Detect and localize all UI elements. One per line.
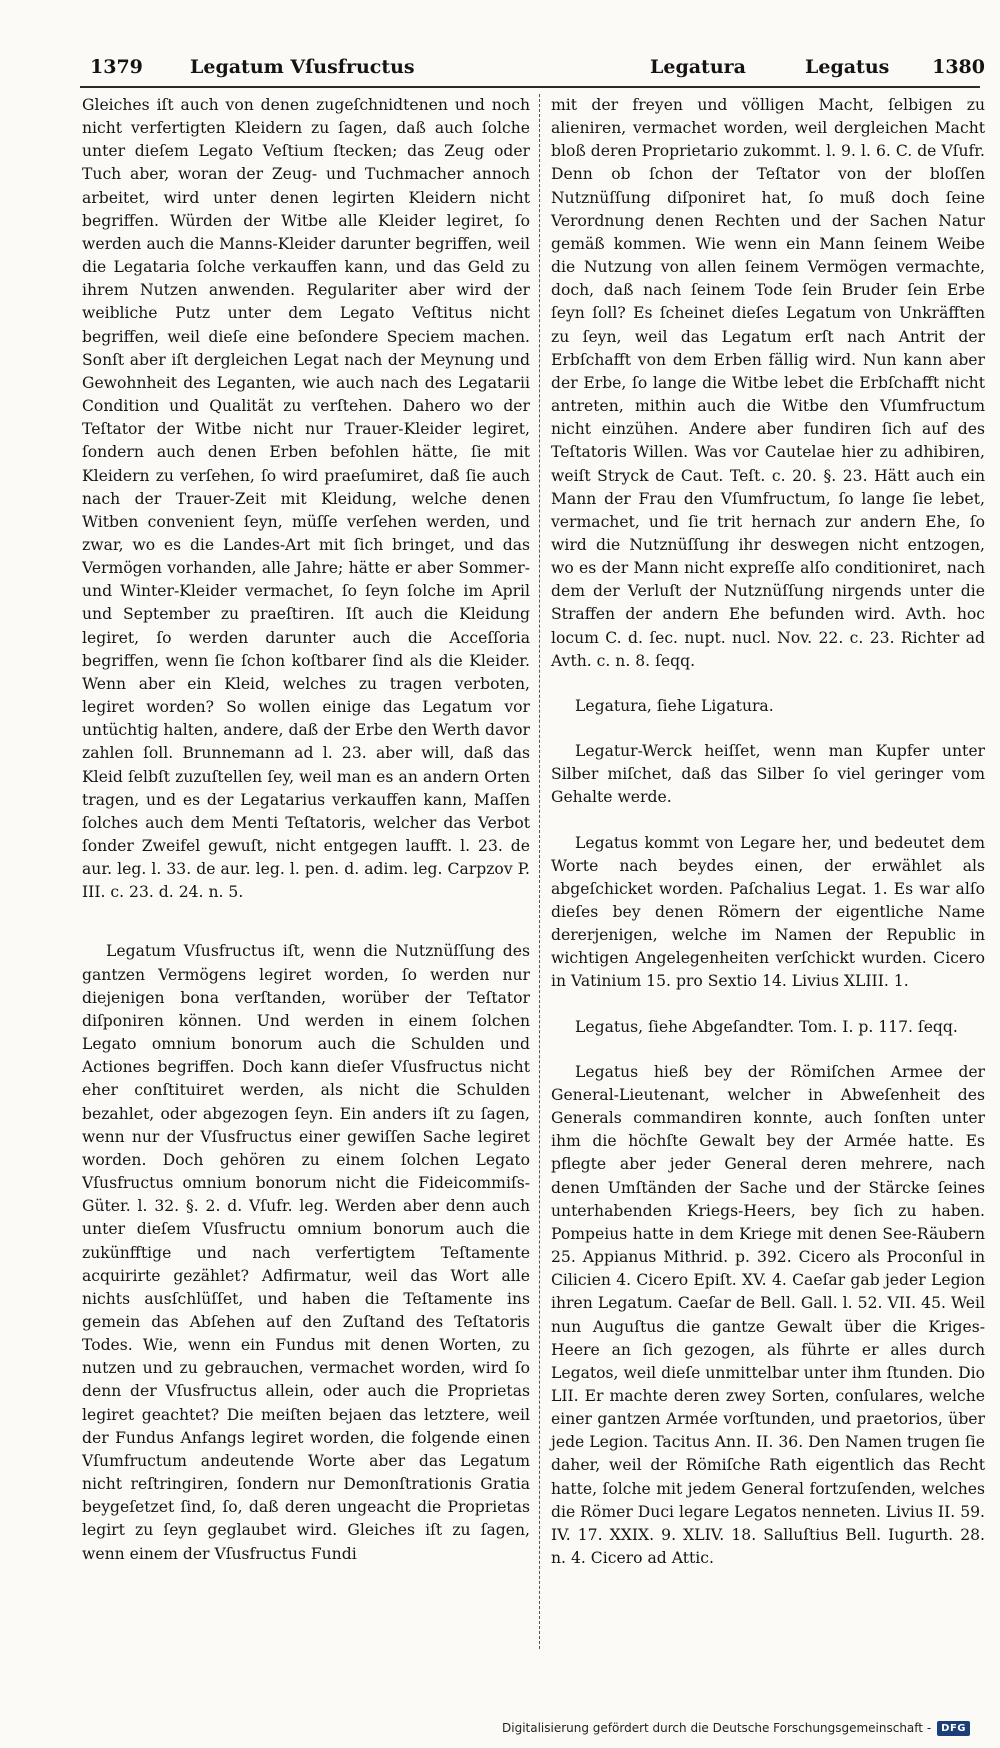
- dfg-logo: DFG: [937, 1721, 970, 1736]
- left-running-title: Legatum Vſusfructus: [190, 56, 415, 78]
- entry-legatus-etymology: Legatus kommt von Legare her, und bedeutet dem Worte nach beydes einen, der erwählet als abgeſchicket worden. Paſchalius Legat. 1. Es war alſo dieſes bey denen Römern der eigentliche Name dererjenigen, welche im Namen der Republic in wichtigen Angelegenheiten verſchickt wurden. Cicero in Vatinium 15. pro Sextio 14. Livius XLIII. 1.: [551, 833, 985, 991]
- entry-legatus-roman-army: Legatus hieß bey der Römiſchen Armee der General-Lieutenant, welcher in Abweſenheit des Generals commandiren konnte, auch ſonſten unter ihm die höchſte Gewalt bey der Armée hatte. Es pflegte aber jeder General deren mehrere, nach denen Umſtänden der Sache und der Stärcke ſeines unterhabenden Kriegs-Heers, bey ſich zu haben. Pompeius hatte in dem Kriege mit denen See-Räubern 25. Appianus Mithrid. p. 392. Cicero als Proconſul in Cilicien 4. Cicero Epiſt. XV. 4. Caeſar gab jeder Legion ihren Legatum. Caeſar de Bell. Gall. l. 52. VII. 45. Weil nun Auguſtus die gantze Gewalt über die Kriges-Heere an ſich gezogen, als führte er alles durch Legatos, weil dieſe unmittelbar unter ihm ſtunden. Dio LII. Er machte deren zwey Sorten, conſulares, welche einer gantzen Armée vorſtunden, und praetorios, über jede Legion. Tacitus Ann. II. 36. Den Namen trugen ſie daher, weil der Römiſche Rath eigentlich das Recht hatte, ſolche mit jedem General fortzuſenden, welches die Römer Duci legare Legatos nenneten. Livius II. 59. IV. 17. XXIX. 9. XLIV. 18. Salluſtius Bell. Iugurth. 28. n. 4. Cicero ad Attic.: [551, 1062, 985, 1568]
- column-divider: [539, 94, 541, 1649]
- right-column: [551, 94, 985, 1570]
- left-column: [82, 94, 530, 1566]
- entry-legatura: Legatura, ſiehe Ligatura.: [575, 696, 774, 715]
- right-page-number: 1380: [932, 56, 985, 78]
- footer-text: Digitalisierung gefördert durch die Deutsche Forschungsgemeinschaft -: [502, 1721, 932, 1735]
- right-running-title-1: Legatura: [650, 56, 746, 78]
- running-head: [90, 52, 985, 84]
- entry-legatur-werck: Legatur-Werck heiſſet, wenn man Kupfer unter Silber miſchet, daß das Silber ſo viel geringer vom Gehalte werde.: [551, 742, 985, 807]
- entry-legatum-vsusfructus: Legatum Vſusfructus iſt, wenn die Nutznüſſung des gantzen Vermögens legiret worden, ſo werden nur diejenigen bona verſtanden, worüber der Teſtator diſponiren können. Und werden in einem ſolchen Legato omnium bonorum auch die Schulden und Actiones begriffen. Doch kann dieſer Vſusfructus nicht eher conſtituiret werden, als nicht die Schulden bezahlet, oder abgezogen ſeyn. Ein anders iſt zu ſagen, wenn nur der Vſusfructus einer gewiſſen Sache legiret worden. Doch gehören zu einem ſolchen Legato Vſusfructus omnium bonorum nicht die Fideicommiſs-Güter. l. 32. §. 2. d. Vſufr. leg. Werden aber denn auch unter dieſem Vſusfructu omnium bonorum auch die zukünfftige und nach verfertigtem Teſtamente acquirirte gezählet? Adfirmatur, weil das Wort alle nichts ausſchlüſſet, und haben die Teſtamente ins gemein das Abſehen auf den Zuſtand des Teſtatoris Todes. Wie, wenn ein Fundus mit denen Worten, zu nutzen und zu gebrauchen, vermachet worden, wird ſo denn der Vſusfructus allein, oder auch die Proprietas legiret geachtet? Die meiſten bejaen das letztere, weil der Fundus Anfangs legiret worden, die folgende einen Vſumfructum andeutende Worte aber das Legatum nicht reſtringiren, ſondern nur Demonſtrationis Gratia beygeſetzet ſind, ſo, daß deren ungeacht die Proprietas legirt zu ſeyn geglaubet wird. Gleiches iſt zu ſagen, wenn einem der Vſusfructus Fundi: [82, 942, 530, 1563]
- entry-legatus-see-abgesandter: Legatus, ſiehe Abgeſandter. Tom. I. p. 117. ſeqq.: [575, 1017, 958, 1036]
- left-page-number: 1379: [90, 56, 143, 78]
- header-rule: [80, 86, 980, 88]
- right-running-title-2: Legatus: [805, 56, 890, 78]
- paragraph-vestium: Gleiches iſt auch von denen zugeſchnidtenen und noch nicht verfertigten Kleidern zu ſagen, daß auch ſolche unter dieſem Legato Veſtium ſtecken; das Zeug oder Tuch aber, woran der Zeug- und Tuchmacher annoch arbeitet, wird unter denen legirten Kleidern nicht begriffen. Würden der Witbe alle Kleider legiret, ſo werden auch die Manns-Kleider darunter begriffen, weil die Legataria ſolche verkauffen kann, und das Geld zu ihrem Nutzen anwenden. Regulariter aber wird der weibliche Putz unter dem Legato Veſtitus nicht begriffen, weil dieſe eine beſondere Speciem machen. Sonſt aber iſt dergleichen Legat nach der Meynung und Gewohnheit des Leganten, wie auch nach des Legatarii Condition und Qualität zu verſtehen. Dahero wo der Teſtator der Witbe nicht nur Trauer-Kleider legiret, ſondern auch denen Erben befohlen hätte, ſie mit Kleidern zu verſehen, ſo wird praeſumiret, daß ſie auch nach der Trauer-Zeit mit Kleidung, welche denen Witben convenient ſeyn, müſſe verſehen werden, und zwar, wo es die Landes-Art mit ſich bringet, und das Vermögen vorhanden, alle Jahre; hätte er aber Sommer- und Winter-Kleider vermachet, ſo ſeyn ſolche im April und September zu praeſtiren. Iſt auch die Kleidung legiret, ſo werden darunter auch die Acceſſoria begriffen, wenn ſie ſchon koſtbarer ſind als die Kleider. Wenn aber ein Kleid, welches zu tragen verboten, legiret worden? So wollen einige das Legatum vor untüchtig halten, andere, daß der Erbe den Werth davor zahlen ſoll. Brunnemann ad l. 23. aber will, daß das Kleid ſelbſt zuzuſtellen ſey, weil man es an andern Orten tragen, und es der Legatarius verkauffen kann, Maſſen ſolches auch dem Menti Teſtatoris, welcher das Verbot ſonder Zweifel gewuſt, nicht entgegen laufft. l. 23. de aur. leg. l. 33. de aur. leg. l. pen. d. adim. leg. Carpzov P. III. c. 23. d. 24. n. 5.: [82, 96, 530, 902]
- paragraph-continuation: mit der freyen und völligen Macht, ſelbigen zu alieniren, vermachet worden, weil dergleichen Macht bloß deren Proprietario zukommt. l. 9. l. 6. C. de Vſufr. Denn ob ſchon der Teſtator von der bloſſen Nutznüſſung diſponiret hat, ſo muß doch ſeine Verordnung denen Rechten und der Sachen Natur gemäß kommen. Wie wenn ein Mann ſeinem Weibe die Nutzung von allen ſeinem Vermögen vermachte, doch, daß nach ſeinem Tode ſein Bruder ſein Erbe ſeyn ſoll? Es ſcheinet dieſes Legatum von Unkräfften zu ſeyn, weil das Legatum erſt nach Antrit der Erbſchafft von dem Erben fällig wird. Nun kann aber der Erbe, ſo lange die Witbe lebet die Erbſchafft nicht antreten, mithin auch die Witbe den Vſumfructum nicht einzühen. Andere aber fundiren ſich auf des Teſtatoris Willen. Was vor Cautelae hier zu adhibiren, weiſt Stryck de Caut. Teſt. c. 20. §. 23. Hätt auch ein Mann der Frau den Vſumfructum, ſo lange ſie lebet, vermachet, und ſie trit hernach zur andern Ehe, ſo wird die Nutznüſſung ihr deswegen nicht entzogen, wo es der Mann nicht expreſſe alſo conditioniret, nach dem der Verluſt der Nutznüſſung nirgends unter die Straffen der andern Ehe befunden wird. Avth. hoc locum C. d. ſec. nupt. nucl. Nov. 22. c. 23. Richter ad Avth. c. n. 8. ſeqq.: [551, 96, 985, 670]
- digitization-footer: [502, 1718, 970, 1738]
